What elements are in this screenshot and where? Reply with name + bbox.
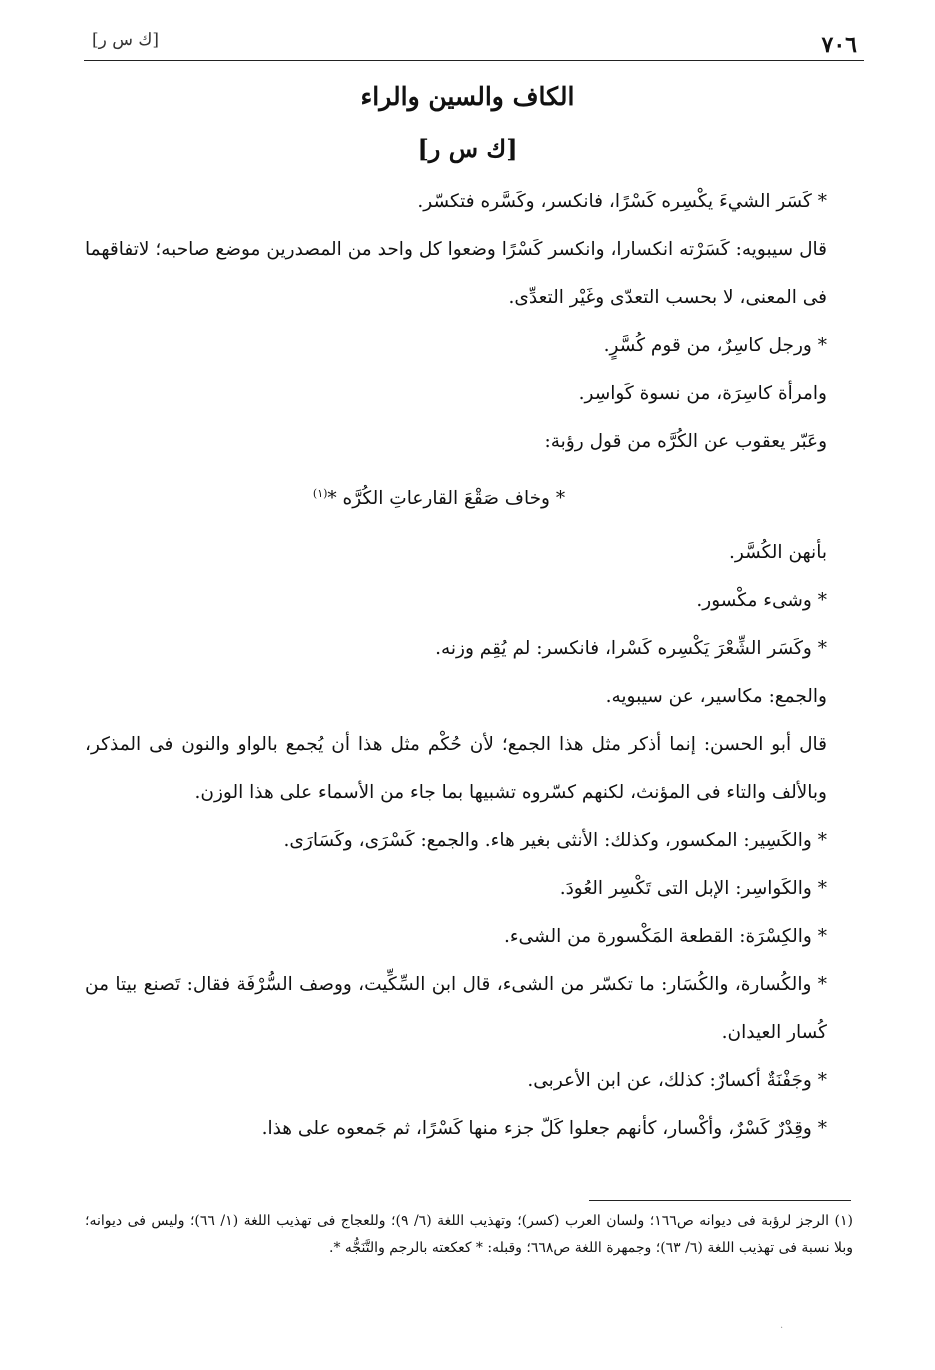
paragraph-text: وعَبّر يعقوب عن الكُرَّه من قول رؤبة:: [544, 431, 827, 452]
paragraph-text: والجمع: مكاسير، عن سيبويه.: [605, 686, 827, 708]
paragraph-text: * والكَواسِر: الإبل التى تَكْسِر العُودَ.: [559, 878, 827, 900]
paragraph: [85, 721, 853, 817]
section-title: الكاف والسين والراء: [360, 82, 575, 111]
paragraph: [85, 577, 853, 625]
paragraph: [85, 817, 853, 865]
paragraph: [85, 913, 853, 961]
root-heading: [ك س ر]: [417, 134, 518, 163]
paragraph: [85, 1105, 853, 1153]
poem-verse: [85, 466, 853, 529]
paragraph-text: قال أبو الحسن: إنما أذكر مثل هذا الجمع؛ لأن حُكْم مثل هذا أن يُجمع بالواو والنون فى المذكر، وبالألف والتاء فى المؤنث، لكنهم كسّروه تشبيها بما جاء من الأسماء على هذا الوزن.: [85, 734, 827, 804]
paragraph-text: * ورجل كاسِرٌ، من قوم كُسَّرٍ.: [603, 335, 827, 356]
paragraph: [85, 1057, 853, 1105]
paragraph-text: * وجَفْنَةٌ أكسارٌ: كذلك، عن ابن الأعربى.: [527, 1070, 827, 1092]
footnotes: [85, 1208, 853, 1262]
paragraph-text: * وكَسَر الشِّعْرَ يَكْسِره كَسْرا، فانكسر: لم يُقِم وزنه.: [435, 638, 827, 660]
page-number: ٧٠٦: [821, 32, 857, 58]
running-header-root: [ك س ر]: [92, 30, 160, 50]
paragraph: [85, 178, 853, 226]
paragraph: [85, 673, 853, 721]
paragraph-text: بأنهن الكُسَّر.: [728, 542, 827, 564]
footnote: (١) الرجز لرؤبة فى ديوانه ص١٦٦؛ ولسان العرب (كسر)؛ وتهذيب اللغة (٦/ ٩)؛ وللعجاج فى تهذيب اللغة (١/ ٦٦)؛ وليس فى ديوانه؛ وبلا نسبة فى تهذيب اللغة (٦/ ٦٣)؛ وجمهرة اللغة ص٦٦٨؛ وقبله: * كعكعته بالرجم والتَّنَجُّه *.: [85, 1213, 853, 1256]
scan-mark: .: [780, 1320, 784, 1331]
body-text: [85, 178, 853, 1153]
paragraph-text: * وقِدْرٌ كَسْرٌ، وأكْسار، كأنهم جعلوا كَلّ جزء منها كَسْرًا، ثم جَمعوه على هذا.: [261, 1118, 827, 1140]
paragraph-text: * وخاف صَقْعَ القارعاتِ الكُرَّه *: [327, 488, 566, 510]
paragraph-text: * والكَسِير: المكسور، وكذلك: الأنثى بغير هاء. والجمع: كَسْرَى، وكَسَارَى.: [283, 830, 827, 852]
footnote-ref: (١): [312, 487, 328, 500]
paragraph: [85, 418, 853, 466]
paragraph-text: وامرأة كاسِرَة، من نسوة كَواسِر.: [578, 383, 827, 404]
paragraph: [85, 226, 853, 322]
paragraph: [85, 529, 853, 577]
paragraph: [85, 322, 853, 370]
paragraph: [85, 961, 853, 1057]
paragraph-text: * والكُسارة، والكُسَار: ما تكسّر من الشىء، قال ابن السِّكِّيت، ووصف السُّرْفَة فقال: تَصنع بيتا من كُسار العيدان.: [85, 974, 827, 1044]
paragraph-text: * كَسَر الشيءَ يكْسِره كَسْرًا، فانكسر، وكَسَّره فتكسّر.: [417, 191, 827, 212]
header-divider: [84, 60, 864, 61]
paragraph-text: قال سيبويه: كَسَرْته انكسارا، وانكسر كَسْرًا وضعوا كل واحد من المصدرين موضع صاحبه؛ لاتفاقهما فى المعنى، لا بحسب التعدّى وغَيْر التعدِّى.: [85, 239, 827, 308]
paragraph-text: * وشىء مكْسور.: [696, 590, 827, 612]
paragraph-text: * والكِسْرَة: القطعة المَكْسورة من الشىء.: [503, 926, 827, 948]
paragraph: [85, 625, 853, 673]
paragraph: [85, 370, 853, 418]
footnote-divider: [589, 1200, 851, 1201]
paragraph: [85, 865, 853, 913]
